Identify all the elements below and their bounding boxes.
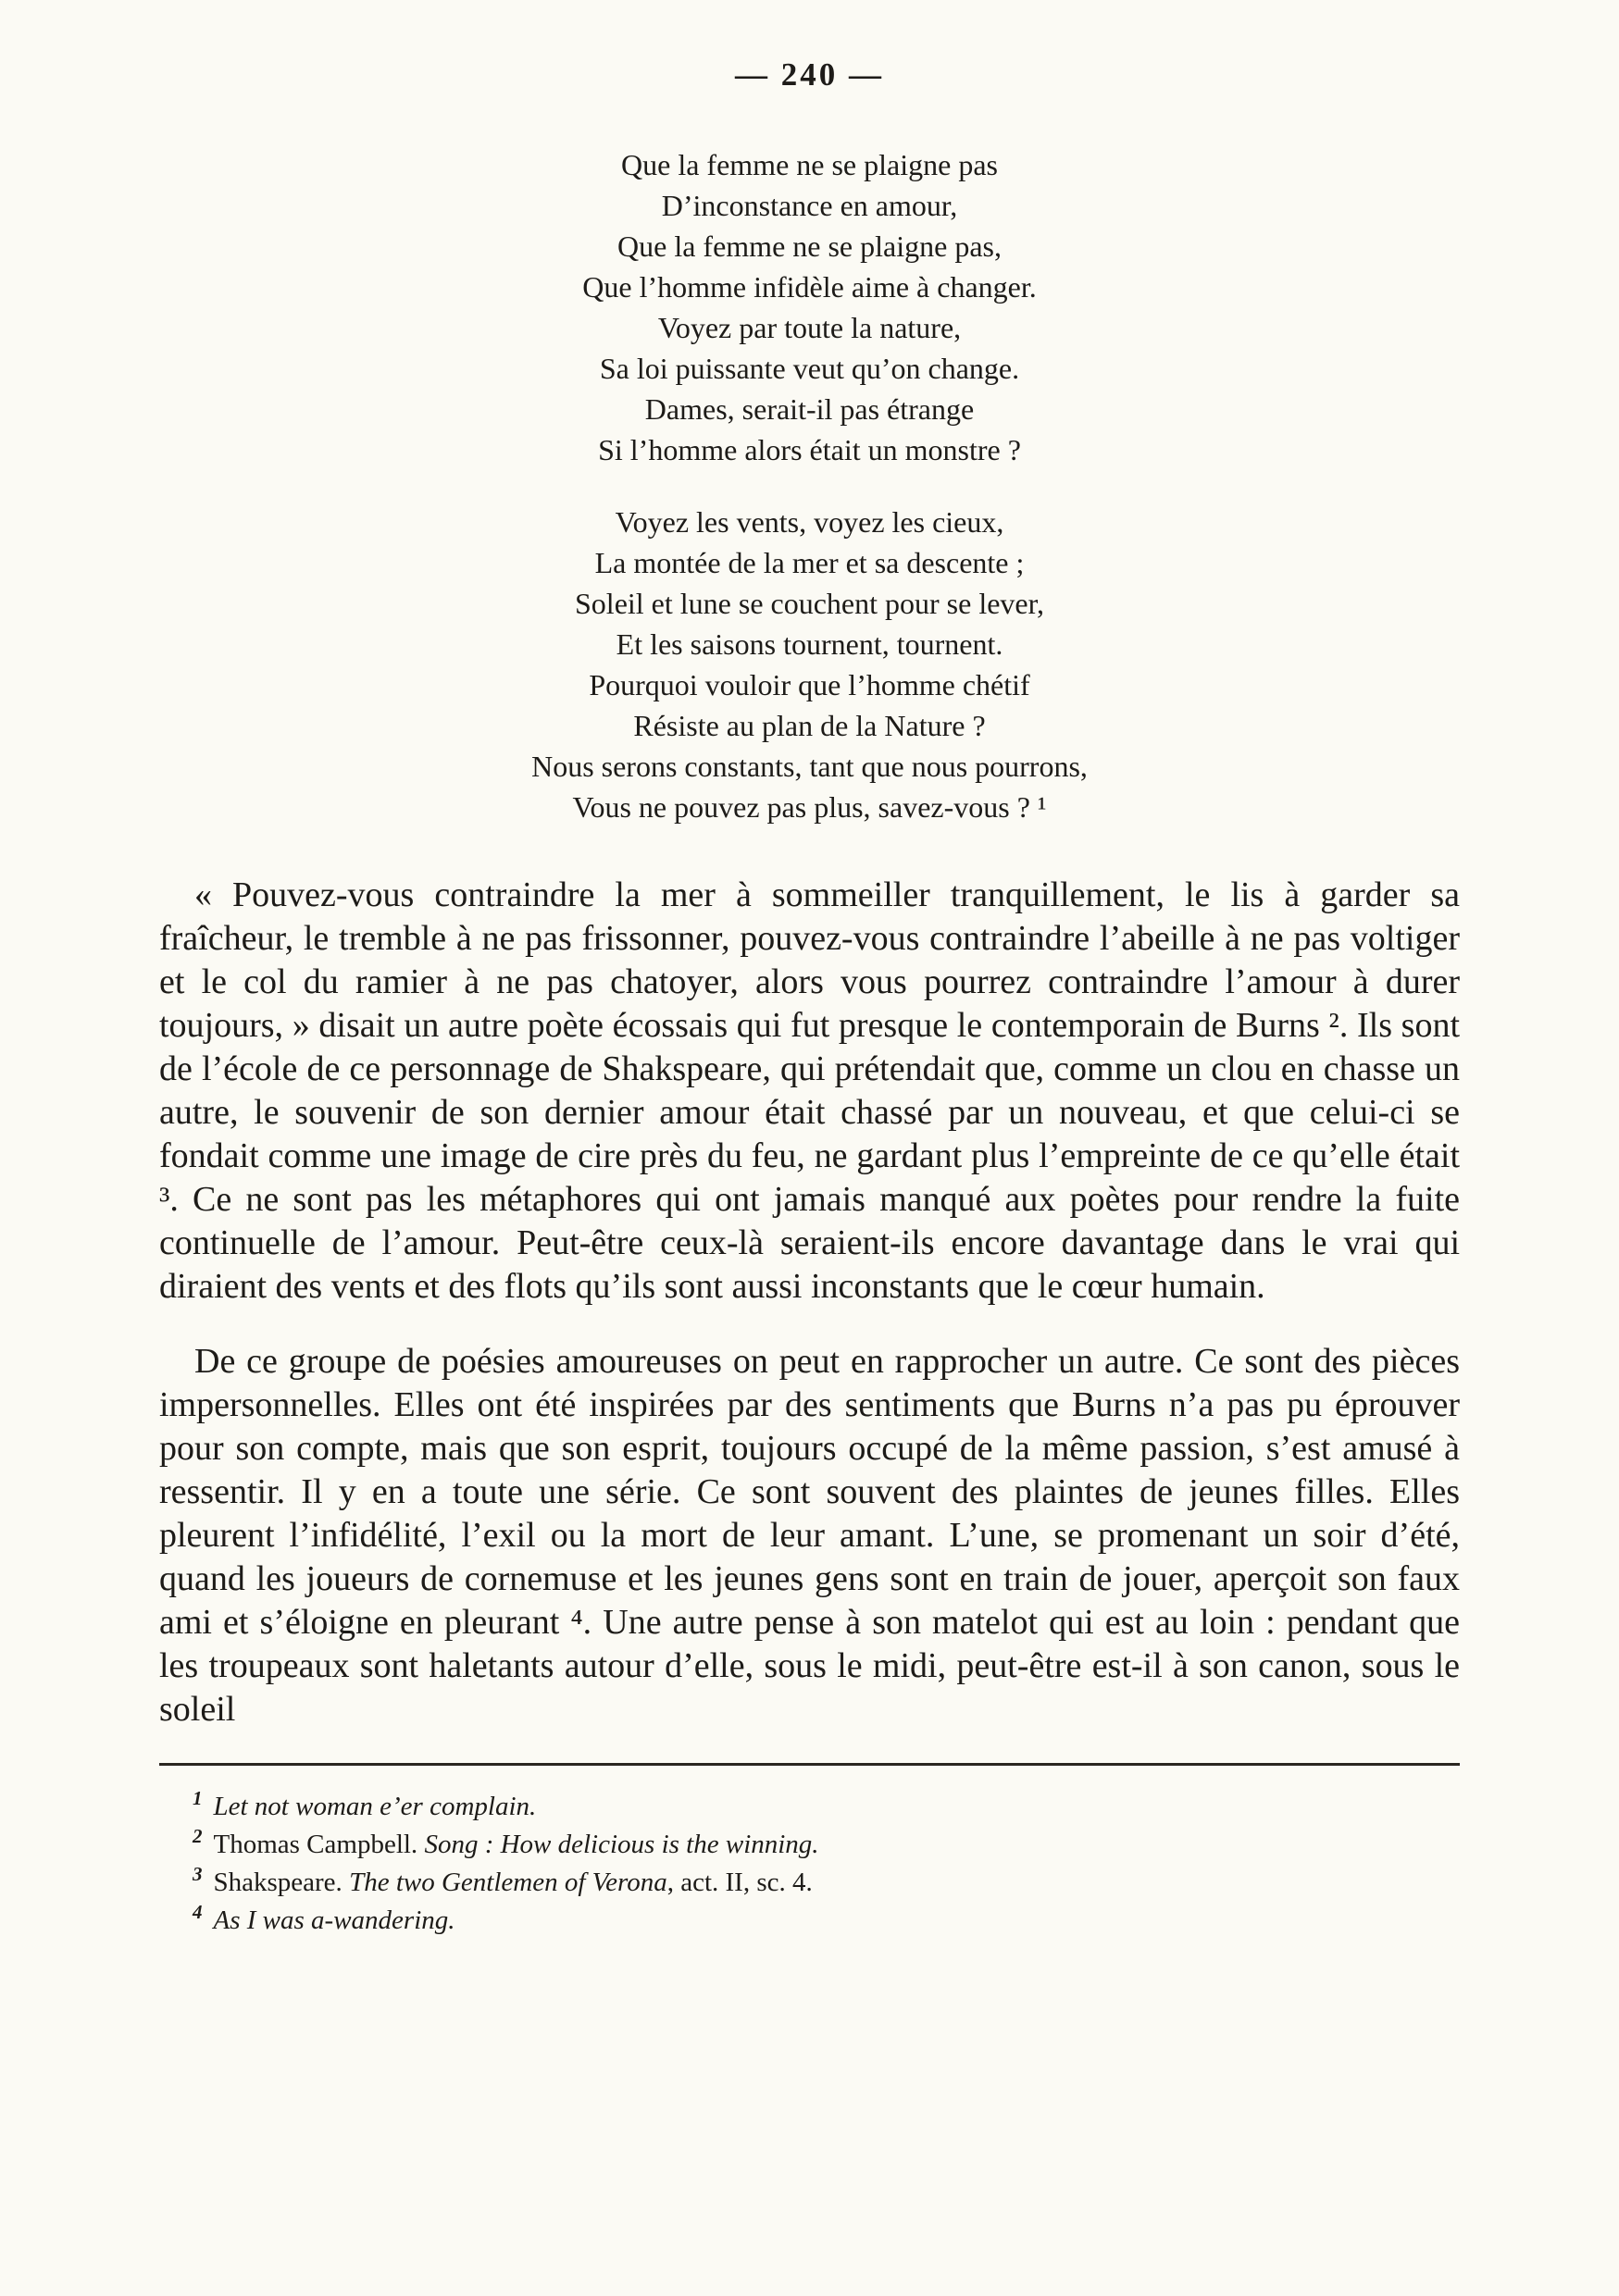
- poem-line: Nous serons constants, tant que nous pourrons,: [531, 750, 1088, 783]
- poem-line: Dames, serait-il pas étrange: [644, 392, 975, 426]
- poem-stanza-2: [159, 502, 1460, 827]
- footnotes: [159, 1788, 1460, 1940]
- poem-line: Pourquoi vouloir que l’homme chétif: [589, 668, 1030, 701]
- poem-line: Vous ne pouvez pas plus, savez-vous ? ¹: [572, 790, 1047, 824]
- poem-line: D’inconstance en amour,: [661, 189, 958, 222]
- poem-line: Si l’homme alors était un monstre ?: [598, 433, 1021, 466]
- footnote-text: The two Gentlemen of Verona: [349, 1868, 667, 1897]
- poem-line: Que la femme ne se plaigne pas: [621, 148, 998, 181]
- footnote-text: As I was a-wandering.: [213, 1905, 455, 1935]
- poem-line: Sa loi puissante veut qu’on change.: [599, 352, 1020, 385]
- footnote-text: Shakspeare.: [213, 1868, 350, 1897]
- footnote-text: Thomas Campbell.: [213, 1830, 425, 1859]
- poem-line: Résiste au plan de la Nature ?: [633, 709, 986, 742]
- footnote: 1 Let not woman e’er complain.: [193, 1787, 537, 1821]
- poem-line: Que l’homme infidèle aime à changer.: [582, 270, 1037, 304]
- poem-line: Soleil et lune se couchent pour se lever,: [575, 587, 1044, 620]
- page-number: — 240 —: [735, 56, 884, 93]
- poem-line: Et les saisons tournent, tournent.: [616, 627, 1003, 661]
- footnote: 3 Shakspeare. The two Gentlemen of Verona, act. II, sc. 4.: [193, 1863, 813, 1897]
- poem: [159, 144, 1460, 827]
- footnote-text: , act. II, sc. 4.: [666, 1868, 813, 1897]
- poem-line: Voyez par toute la nature,: [657, 311, 962, 344]
- footnote-text: Let not woman e’er complain.: [213, 1792, 537, 1821]
- footnote: 4 As I was a-wandering.: [193, 1901, 455, 1935]
- footnote: 2 Thomas Campbell. Song : How delicious is the winning.: [193, 1825, 819, 1859]
- footnote-text: Song : How delicious is the winning.: [424, 1830, 819, 1859]
- poem-line: Que la femme ne se plaigne pas,: [617, 230, 1002, 263]
- poem-line: Voyez les vents, voyez les cieux,: [615, 505, 1004, 539]
- paragraph-impersonal-poems: De ce groupe de poésies amoureuses on peut en rapprocher un autre. Ce sont des pièces impersonnelles. Elles ont été inspirées par des sentiments que Burns n’a pas pu éprouver pour son compte, mais que son esprit, toujours occupé de la même passion, s’est amusé à ressentir. Il y en a toute une série. Ce sont souvent des plaintes de jeunes filles. Elles pleurent l’infidélité, l’exil ou la mort de leur amant. L’une, se promenant un soir d’été, quand les joueurs de cornemuse et les jeunes gens sont en train de jouer, aperçoit son faux ami et s’éloigne en pleurant ⁴. Une autre pense à son matelot qui est au loin : pendant que les troupeaux sont haletants autour d’elle, sous le midi, peut-être est-il à son canon, sous le soleil: [159, 1342, 1460, 1729]
- paragraph-quote: « Pouvez-vous contraindre la mer à sommeiller tranquillement, le lis à garder sa fraîcheur, le tremble à ne pas frissonner, pouvez-vous contraindre l’abeille à ne pas voltiger et le col du ramier à ne pas chatoyer, alors vous pourrez contraindre l’amour à durer toujours, » disait un autre poète écossais qui fut presque le contemporain de Burns ². Ils sont de l’école de ce personnage de Shakspeare, qui prétendait que, comme un clou en chasse un autre, le souvenir de son dernier amour était chassé par un nouveau, et que celui-ci se fondait comme une image de cire près du feu, ne gardant plus l’empreinte de ce qu’elle était ³. Ce ne sont pas les métaphores qui ont jamais manqué aux poètes pour rendre la fuite continuelle de l’amour. Peut-être ceux-là seraient-ils encore davantage dans le vrai qui diraient des vents et des flots qu’ils sont aussi inconstants que le cœur humain.: [159, 875, 1460, 1306]
- footnote-separator: [159, 1763, 1460, 1766]
- poem-stanza-1: [159, 144, 1460, 470]
- poem-line: La montée de la mer et sa descente ;: [594, 546, 1025, 579]
- body-text: [159, 874, 1460, 1731]
